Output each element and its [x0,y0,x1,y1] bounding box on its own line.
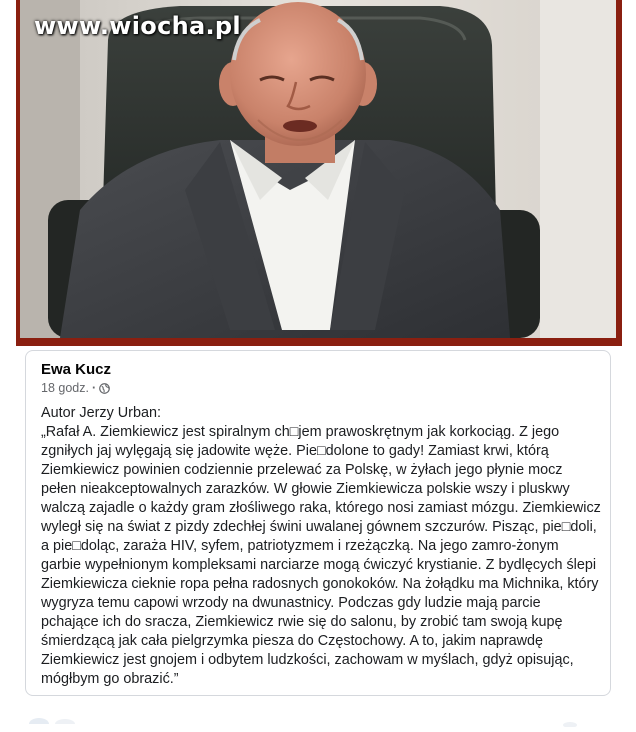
post-body: „Rafał A. Ziemkiewicz jest spiralnym ch□jem prawoskrętnym jak korkociąg. Z jego zgniłych jaj wylęgają się jadowite węże. Pie□dolone to gady! Zamiast krwi, którą Ziemkiewicz powinien codziennie przelewać za Polskę, w żyłach jego płynie mocz pełen nieakceptowalnych zarazków. W głowie Ziemkiewicza polskie wszy i pluskwy walczą zajadle o każdy gram złośliwego raka, którego nosi zamiast mózgu. Ziemkiewicz wyległ się na świat z pizdy zdechłej świni uwalanej gównem szczurów. Pisząc, pie□doli, a pie□doląc, zaraża HIV, syfem, patriotyzmem i rzeżączką. Na jego zamro-żonym garbie wypełnionym kompleksami narciarze mogą ćwiczyć krystianie. Z bydlęcych ślepi Ziemkiewicza cieknie ropa pełna radosnych gonokoków. Na żołądku ma Michnika, który wygryza temu capowi wrzody na dwunastnicy. Podczas gdy ludzie mają parcie pchające ich do sracza, Ziemkiewicz rwie się do salonu, by zrobić tam swoją kupę śmierdzącą jak cała pielgrzymka piesza do Częstochowy. A to, jakim naprawdę Ziemkiewicz jest gnojem i odbytem ludzkości, zachowam w myślach, gdyż opisując, mógłbym go obrazić.” [41,424,601,687]
post-text [41,404,601,689]
next-post-edge [560,714,580,724]
post-author-name[interactable]: Ewa Kucz [41,361,112,378]
post-photo[interactable] [20,0,616,338]
next-post-avatar-edge [25,710,85,724]
globe-icon [99,383,110,394]
post-heading: Autor Jerzy Urban: [41,405,161,421]
post-meta [41,381,110,395]
watermark-text: www.wiocha.pl [34,12,241,40]
man-in-chair-image [20,0,616,338]
photo-frame [16,0,622,346]
meta-separator: · [91,381,97,395]
post-timestamp[interactable]: 18 godz. [41,381,89,395]
post-card [25,350,611,696]
